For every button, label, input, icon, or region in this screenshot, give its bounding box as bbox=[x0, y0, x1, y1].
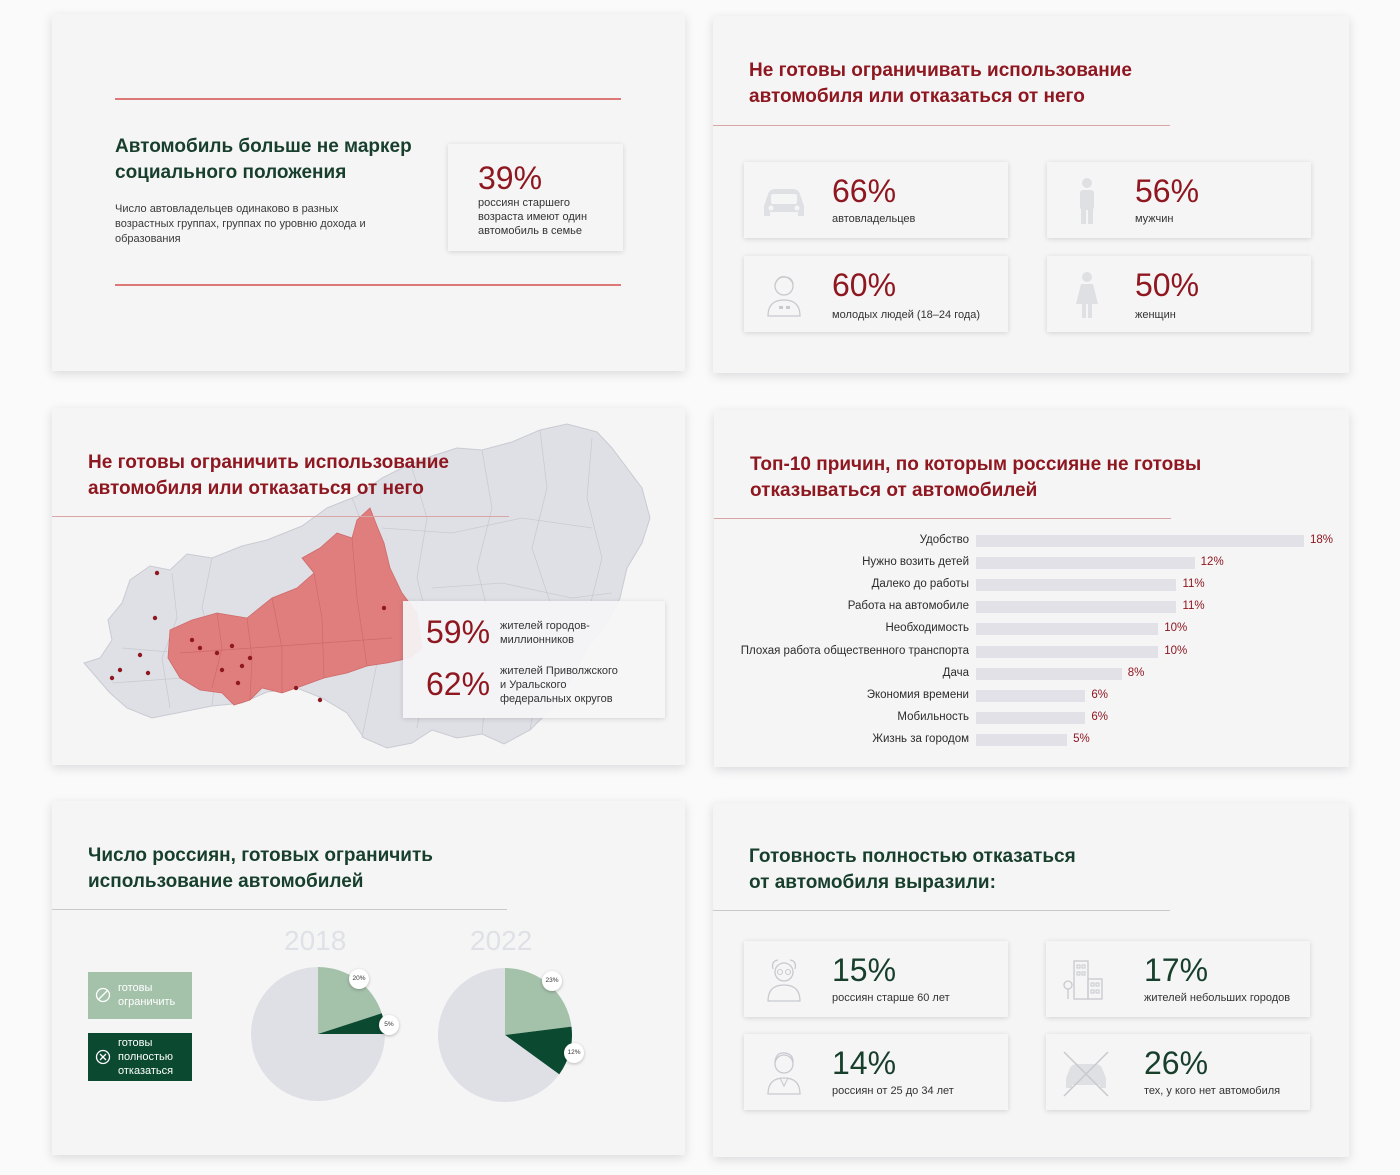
young-person-icon bbox=[756, 266, 812, 322]
bar-row bbox=[714, 664, 1349, 686]
tile-label: россиян старше 60 лет bbox=[832, 992, 950, 1004]
bar-category-label: Нужно возить детей bbox=[862, 556, 969, 569]
top-divider bbox=[115, 98, 621, 100]
bar-row bbox=[714, 553, 1349, 575]
tile-women bbox=[1047, 256, 1311, 332]
bar bbox=[976, 557, 1195, 569]
stat-text: россиян старшего возраста имеют один автомобиль в семье bbox=[478, 197, 588, 237]
title-divider bbox=[714, 518, 1171, 519]
bar bbox=[976, 601, 1176, 613]
bar-row bbox=[714, 642, 1349, 664]
bar-value-label: 11% bbox=[1182, 578, 1205, 591]
card-title: Топ-10 причин, по которым россияне не готовы отказываться от автомобилей bbox=[750, 454, 1202, 501]
title-divider bbox=[713, 910, 1170, 911]
bar-category-label: Жизнь за городом bbox=[872, 732, 969, 745]
man-icon bbox=[1059, 172, 1115, 228]
card-top-reasons bbox=[714, 410, 1349, 767]
card-ready-to-refuse bbox=[713, 803, 1349, 1157]
pie-year-2018: 2018 bbox=[284, 925, 347, 956]
bar-category-label: Удобство bbox=[919, 534, 969, 546]
bar bbox=[976, 734, 1067, 746]
bar-value-label: 10% bbox=[1164, 622, 1188, 635]
legend-label: готовы ограничить bbox=[118, 982, 176, 1008]
bar-row bbox=[714, 686, 1349, 708]
stat-value-millionaire-cities: 59% bbox=[426, 614, 491, 650]
tile-small-towns bbox=[1046, 941, 1310, 1017]
bar-value-label: 18% bbox=[1310, 534, 1334, 546]
bar-row bbox=[714, 730, 1349, 752]
bar-category-label: Работа на автомобиле bbox=[847, 600, 969, 613]
tile-car-owners bbox=[744, 162, 1008, 238]
tile-no-car bbox=[1046, 1034, 1310, 1110]
bar bbox=[976, 690, 1085, 702]
tile-label: автовладельцев bbox=[832, 213, 916, 225]
tile-value: 15% bbox=[832, 952, 897, 988]
tile-label: женщин bbox=[1135, 309, 1176, 321]
card-title: Число россиян, готовых ограничить использование автомобилей bbox=[88, 845, 433, 892]
card-title: Готовность полностью отказаться от автомобиля выразили: bbox=[749, 846, 1076, 893]
bar-row bbox=[714, 531, 1349, 553]
elderly-person-icon bbox=[756, 951, 812, 1007]
bar bbox=[976, 623, 1158, 635]
tile-label: жителей небольших городов bbox=[1144, 992, 1291, 1004]
bar-category-label: Необходимость bbox=[885, 622, 969, 635]
stat-value-districts: 62% bbox=[426, 666, 491, 702]
map-stats-box bbox=[403, 601, 665, 718]
bar-row bbox=[714, 597, 1349, 619]
stat-label-districts: жителей Приволжского и Уральского федеральных округов bbox=[500, 665, 618, 705]
card-not-ready-limit bbox=[713, 16, 1349, 373]
tile-label: молодых людей (18–24 года) bbox=[832, 309, 981, 321]
crossed-car-icon bbox=[1058, 1044, 1114, 1100]
bar-value-label: 12% bbox=[1200, 556, 1224, 569]
reasons-bar-chart bbox=[714, 531, 1349, 756]
card-subtitle: Число автовладельцев одинаково в разных возрастных группах, группах по уровню дохода и образования bbox=[115, 203, 366, 245]
card-map bbox=[52, 408, 685, 765]
bottom-divider bbox=[115, 284, 621, 286]
bar-category-label: Мобильность bbox=[897, 710, 969, 723]
bar-category-label: Далеко до работы bbox=[871, 578, 969, 591]
bar-row bbox=[714, 619, 1349, 641]
title-divider bbox=[713, 125, 1170, 126]
bar bbox=[976, 712, 1085, 724]
adult-person-icon bbox=[756, 1044, 812, 1100]
bar bbox=[976, 668, 1122, 680]
tile-value: 26% bbox=[1144, 1045, 1209, 1081]
tile-young bbox=[744, 256, 1008, 332]
bar-value-label: 6% bbox=[1091, 710, 1108, 723]
card-title: Не готовы ограничивать использование автомобиля или отказаться от него bbox=[749, 60, 1132, 107]
buildings-icon bbox=[1058, 951, 1114, 1007]
tile-value: 56% bbox=[1135, 173, 1200, 209]
bar-category-label: Экономия времени bbox=[866, 688, 969, 701]
tile-value: 14% bbox=[832, 1045, 897, 1081]
legend-label: готовы полностью отказаться bbox=[118, 1037, 174, 1077]
pie-2018-refuse-label: 5% bbox=[379, 1015, 399, 1035]
stat-box bbox=[448, 144, 623, 251]
bar-category-label: Плохая работа общественного транспорта bbox=[740, 644, 969, 657]
tile-value: 50% bbox=[1135, 267, 1200, 303]
bar bbox=[976, 535, 1304, 547]
pie-2018-limit-label: 20% bbox=[349, 969, 369, 989]
bar-row bbox=[714, 575, 1349, 597]
pie-year-2022: 2022 bbox=[470, 925, 533, 956]
tile-value: 60% bbox=[832, 267, 897, 303]
tile-label: тех, у кого нет автомобиля bbox=[1144, 1085, 1281, 1097]
title-divider bbox=[52, 516, 509, 517]
tile-value: 66% bbox=[832, 173, 897, 209]
bar bbox=[976, 579, 1176, 591]
tile-label: мужчин bbox=[1135, 213, 1174, 225]
bar-value-label: 5% bbox=[1073, 732, 1090, 745]
tile-25-34 bbox=[744, 1034, 1008, 1110]
woman-icon bbox=[1059, 266, 1115, 322]
tile-label: россиян от 25 до 34 лет bbox=[832, 1085, 954, 1097]
car-icon bbox=[756, 172, 812, 228]
bar-value-label: 10% bbox=[1164, 644, 1188, 657]
bar-row bbox=[714, 708, 1349, 730]
pie-2022-refuse-label: 12% bbox=[564, 1043, 584, 1063]
pie-2022-limit-label: 23% bbox=[542, 971, 562, 991]
card-title: Автомобиль больше не маркер социального положения bbox=[115, 136, 412, 183]
bar bbox=[976, 646, 1158, 658]
bar-value-label: 8% bbox=[1127, 666, 1145, 679]
tile-men bbox=[1047, 162, 1311, 238]
stat-label-millionaire-cities: жителей городов- миллионников bbox=[500, 620, 590, 646]
tile-value: 17% bbox=[1144, 952, 1209, 988]
bar-value-label: 11% bbox=[1182, 600, 1205, 613]
card-title: Не готовы ограничить использование автомобиля или отказаться от него bbox=[88, 452, 449, 499]
stat-value: 39% bbox=[478, 160, 543, 196]
tile-over-60 bbox=[744, 941, 1008, 1017]
card-ready-to-limit bbox=[52, 801, 685, 1155]
bar-value-label: 6% bbox=[1091, 688, 1108, 701]
bar-category-label: Дача bbox=[942, 666, 969, 679]
card-car-not-status-marker bbox=[52, 14, 685, 371]
